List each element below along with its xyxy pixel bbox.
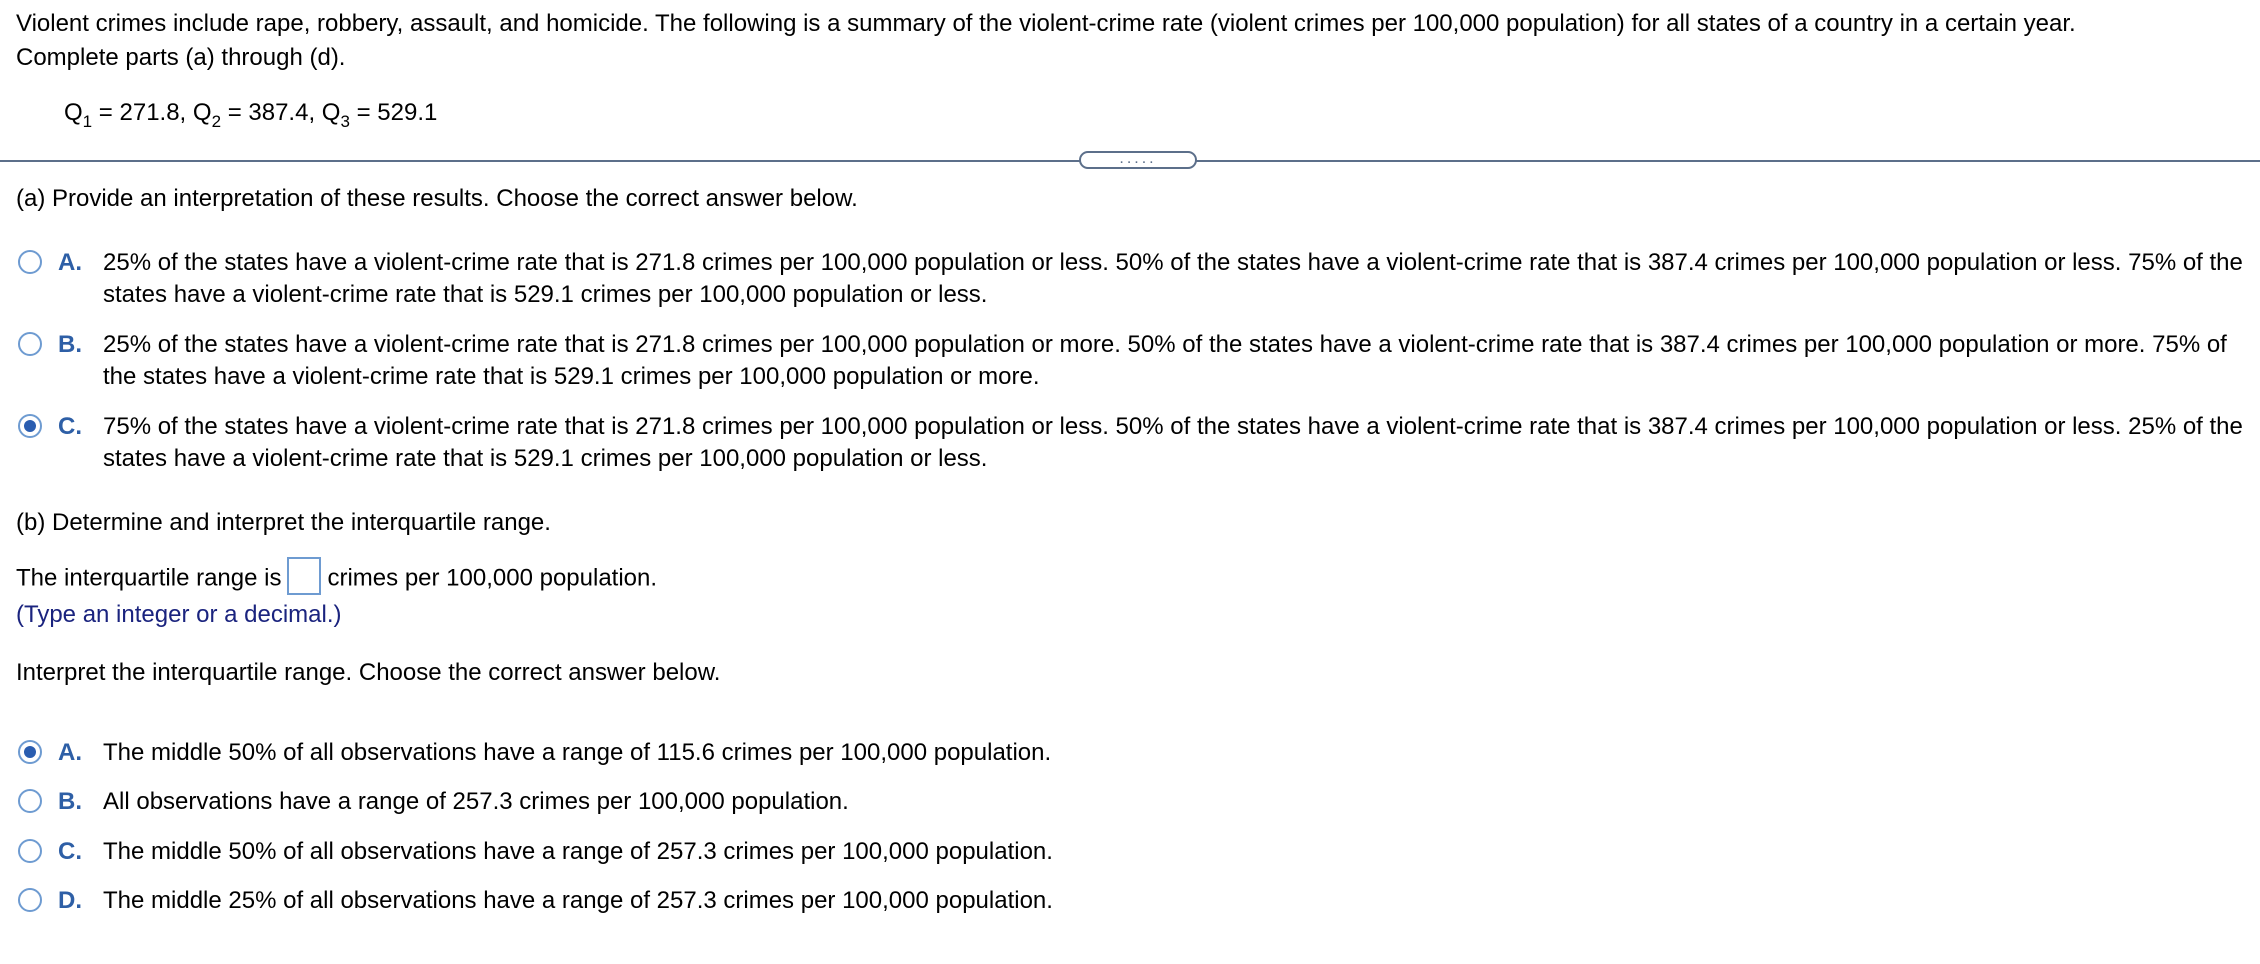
part-a-radio-c[interactable] — [18, 414, 42, 438]
iqr-answer-input[interactable] — [287, 557, 321, 595]
intro-line-2: Complete parts (a) through (d). — [16, 44, 346, 71]
part-b-radio-b[interactable] — [18, 789, 42, 813]
part-b-radio-c[interactable] — [18, 839, 42, 863]
part-a-prompt: (a) Provide an interpretation of these results. Choose the correct answer below. — [16, 185, 858, 212]
q1-subscript: 1 — [82, 112, 93, 131]
part-a-option-b-text: 25% of the states have a violent-crime rate that is 271.8 crimes per 100,000 population or more. 50% of the states have a violent-crime rate that is 387.4 crimes per 100,000 population or more. 75% of the states have a violent-crime rate that is 529.1 crimes per 100,000 population or more. — [103, 331, 2227, 390]
part-a-radio-b[interactable] — [18, 332, 42, 356]
part-a-option-c-letter: C. — [58, 413, 82, 440]
part-a-option-a-text: 25% of the states have a violent-crime rate that is 271.8 crimes per 100,000 population or less. 50% of the states have a violent-crime rate that is 387.4 crimes per 100,000 population or less. 75% of the states have a violent-crime rate that is 529.1 crimes per 100,000 population or less. — [103, 249, 2243, 308]
part-a-option-b-letter: B. — [58, 331, 82, 358]
q3-value: = 529.1 — [349, 99, 438, 126]
q2-label: Q — [192, 99, 212, 126]
iqr-before-text: The interquartile range is — [16, 564, 282, 592]
part-b-option-d-letter: D. — [58, 887, 82, 914]
part-b-option-c-letter: C. — [58, 838, 82, 865]
iqr-after-text: crimes per 100,000 population. — [327, 564, 658, 592]
q2-value: = 387.4, — [221, 99, 322, 126]
part-b-radio-a[interactable] — [18, 740, 42, 764]
part-a-option-c-text: 75% of the states have a violent-crime rate that is 271.8 crimes per 100,000 population or less. 50% of the states have a violent-crime rate that is 387.4 crimes per 100,000 population or less. 25% of the states have a violent-crime rate that is 529.1 crimes per 100,000 population or less. — [103, 413, 2243, 472]
q1-value: = 271.8, — [92, 99, 193, 126]
iqr-hint: (Type an integer or a decimal.) — [16, 601, 342, 628]
iqr-sentence — [16, 560, 657, 598]
q3-label: Q — [321, 99, 341, 126]
part-b-option-d-text: The middle 25% of all observations have a range of 257.3 crimes per 100,000 population. — [103, 887, 1053, 914]
part-b-prompt: (b) Determine and interpret the interquartile range. — [16, 509, 551, 536]
q1-label: Q — [64, 99, 83, 126]
intro-line-1: Violent crimes include rape, robbery, assault, and homicide. The following is a summary of the violent-crime rate (violent crimes per 100,000 population) for all states of a country in a certain year. — [16, 10, 2076, 37]
part-b-radio-d[interactable] — [18, 888, 42, 912]
part-b-option-a-letter: A. — [58, 739, 82, 766]
part-b-option-b-letter: B. — [58, 788, 82, 815]
collapse-handle-button[interactable]: ..... — [1079, 151, 1197, 169]
part-b-option-b-text: All observations have a range of 257.3 crimes per 100,000 population. — [103, 788, 849, 815]
q3-subscript: 3 — [340, 112, 350, 131]
quartiles-summary — [64, 96, 437, 132]
q2-subscript: 2 — [211, 112, 222, 131]
interpret-prompt: Interpret the interquartile range. Choose the correct answer below. — [16, 659, 721, 686]
part-b-option-a-text: The middle 50% of all observations have a range of 115.6 crimes per 100,000 population. — [103, 739, 1052, 766]
part-a-radio-a[interactable] — [18, 250, 42, 274]
part-b-option-c-text: The middle 50% of all observations have a range of 257.3 crimes per 100,000 population. — [103, 838, 1053, 865]
part-a-option-a-letter: A. — [58, 249, 82, 276]
